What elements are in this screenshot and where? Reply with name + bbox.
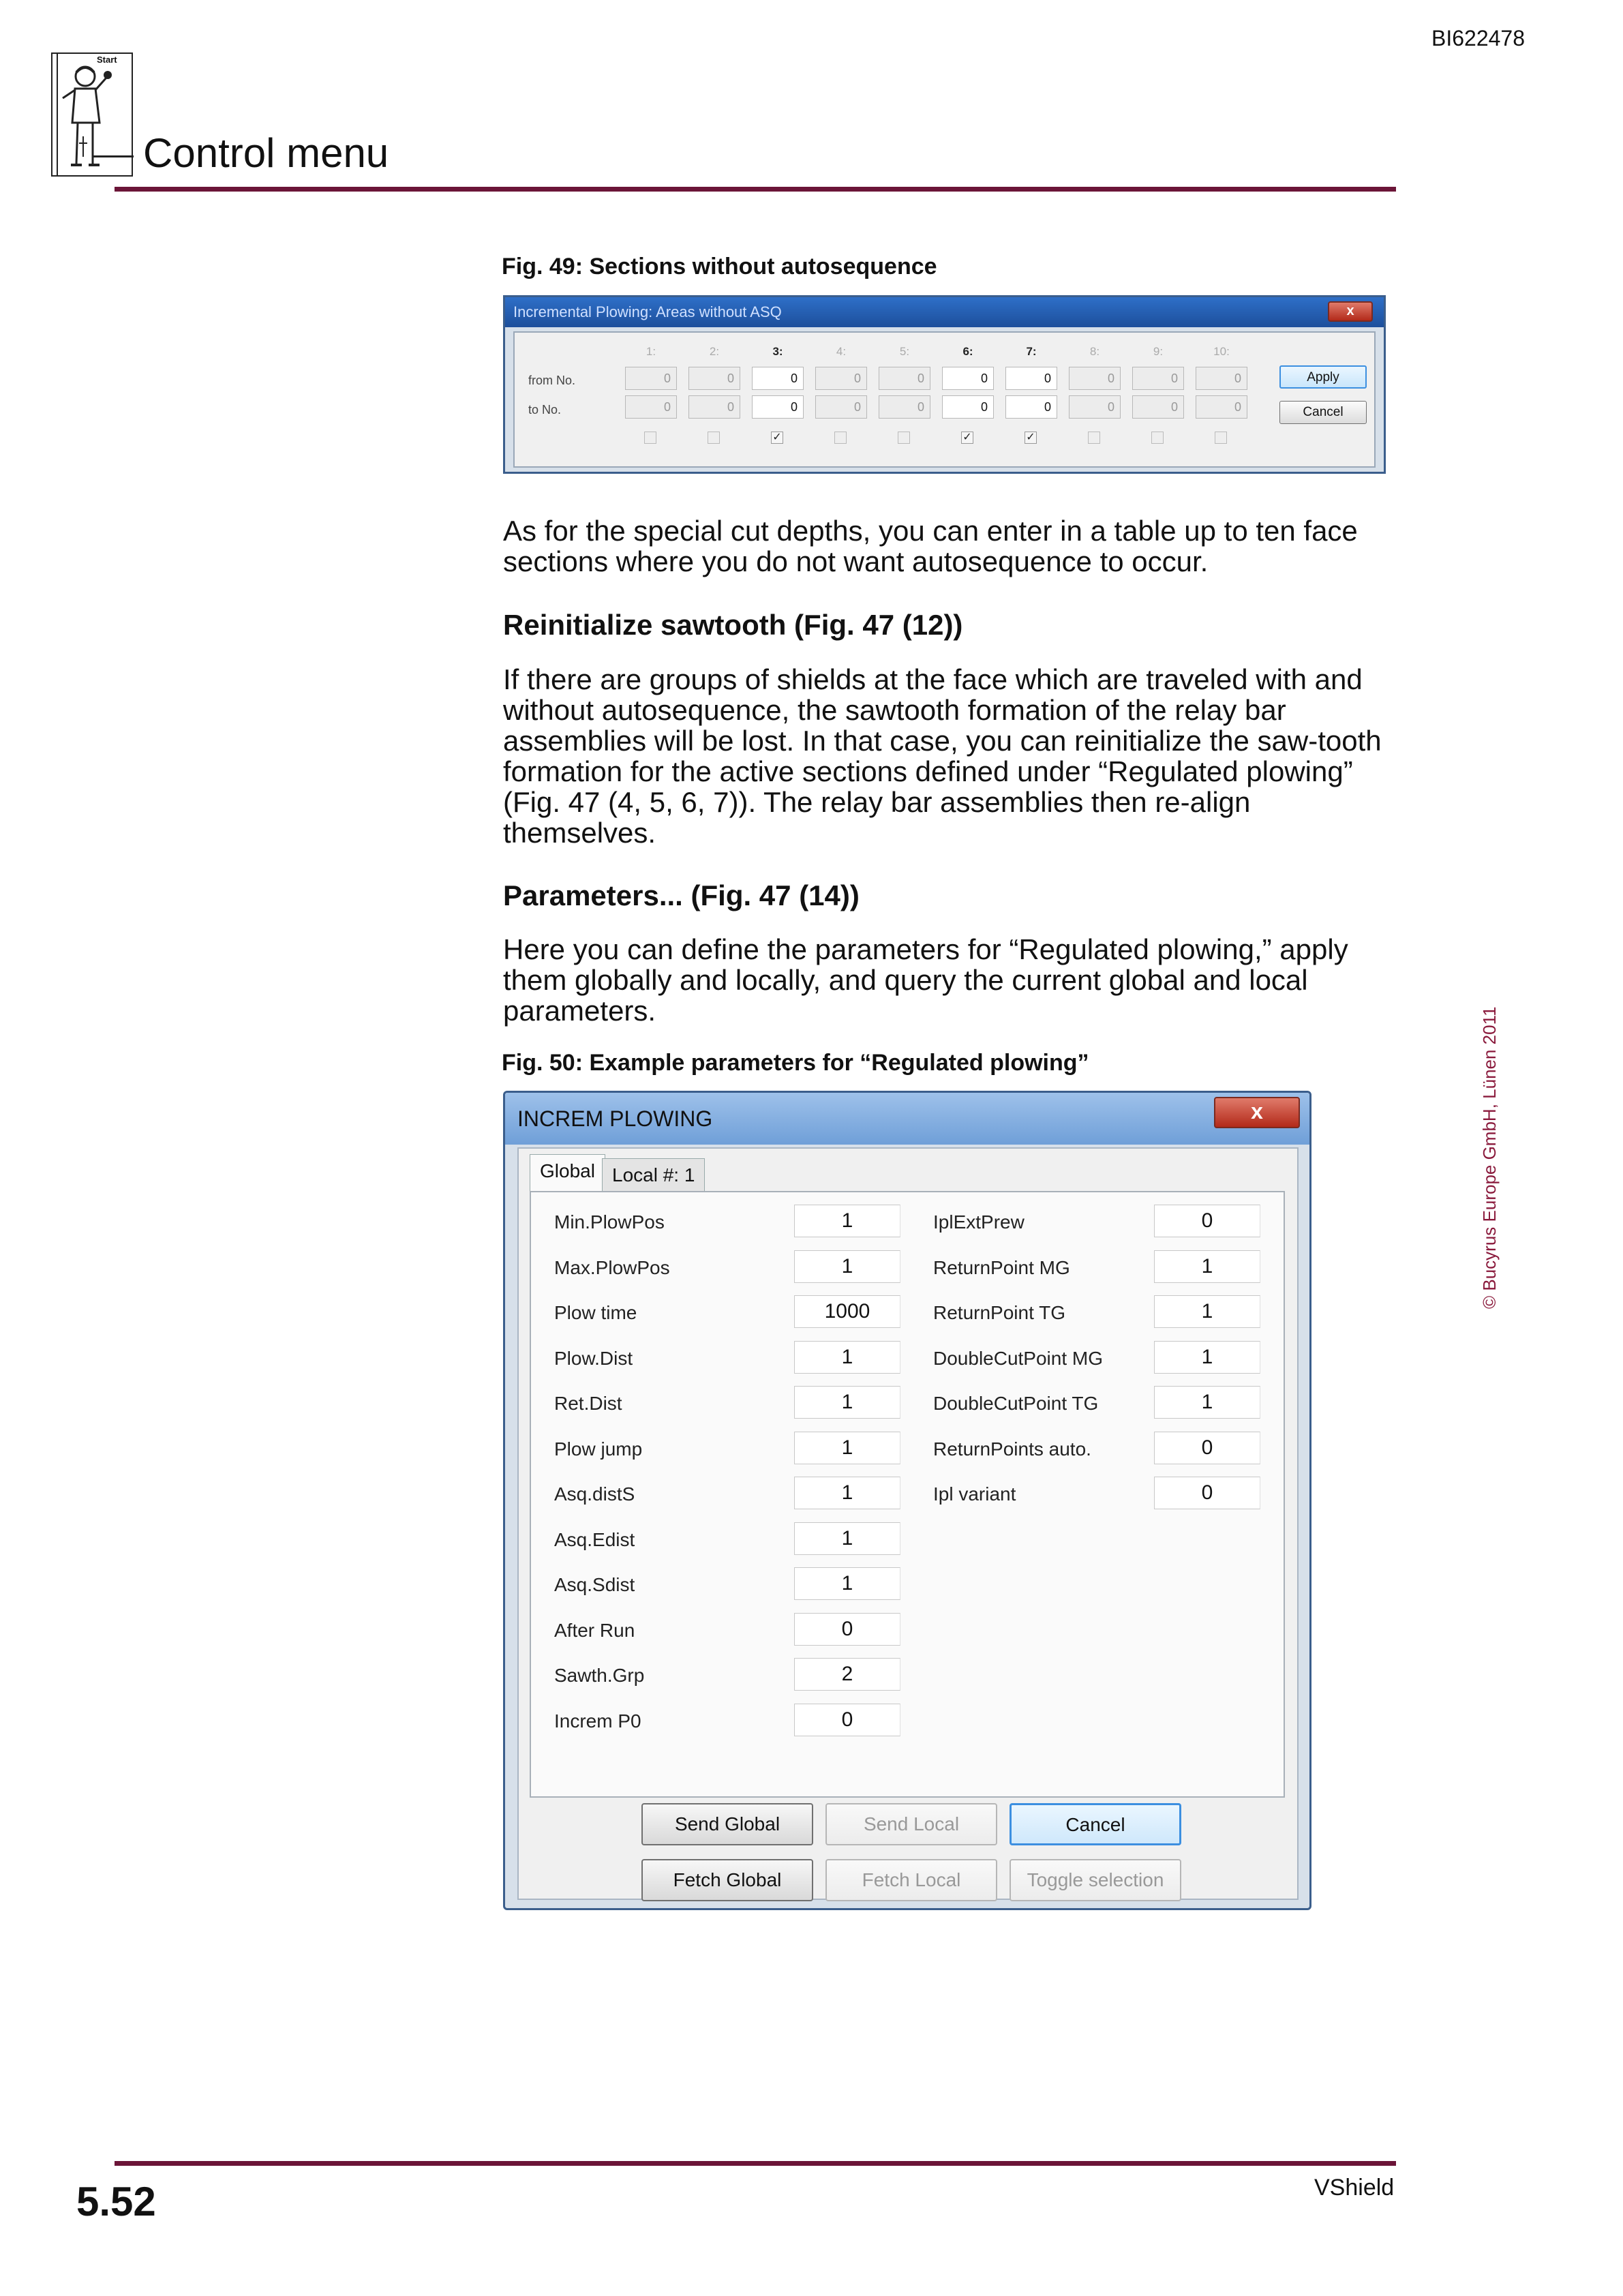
to-no-input[interactable]: 0: [1196, 395, 1247, 419]
param-value-input[interactable]: 0: [1154, 1477, 1260, 1509]
page-number: 5.52: [76, 2179, 156, 2224]
param-value-input[interactable]: 1: [794, 1386, 900, 1419]
fig50-titlebar: [505, 1093, 1309, 1145]
param-label: Min.PlowPos: [554, 1211, 665, 1233]
paragraph-parameters: Here you can define the parameters for “Regulated plowing,” apply them globally and locally, and query the current global and local parameters.: [503, 933, 1348, 1027]
param-label: Asq.distS: [554, 1483, 635, 1505]
param-label: ReturnPoint MG: [933, 1256, 1070, 1278]
section-checkbox[interactable]: ✓: [771, 432, 783, 444]
param-value-input[interactable]: 2: [794, 1658, 900, 1691]
param-value-input[interactable]: 1: [794, 1477, 900, 1509]
document-id: BI622478: [1431, 26, 1526, 50]
param-label: Asq.Edist: [554, 1528, 635, 1550]
toggle-selection-button[interactable]: Toggle selection: [1010, 1859, 1181, 1901]
param-value-input[interactable]: 1: [1154, 1250, 1260, 1283]
from-no-input[interactable]: 0: [942, 367, 994, 390]
section-checkbox[interactable]: ✓: [961, 432, 973, 444]
from-no-input[interactable]: 0: [1069, 367, 1121, 390]
fig50-dialog: [503, 1091, 1311, 1910]
param-label: Ret.Dist: [554, 1393, 622, 1414]
send-global-button[interactable]: Send Global: [641, 1803, 813, 1845]
column-header: 3:: [772, 345, 783, 358]
param-label: After Run: [554, 1619, 635, 1641]
from-no-input[interactable]: 0: [1005, 367, 1057, 390]
apply-button[interactable]: Apply: [1279, 365, 1367, 389]
section-checkbox[interactable]: [1215, 432, 1227, 444]
param-value-input[interactable]: 0: [794, 1704, 900, 1736]
section-checkbox[interactable]: [708, 432, 720, 444]
section-checkbox[interactable]: ✓: [1025, 432, 1037, 444]
fig49-title: Incremental Plowing: Areas without ASQ: [513, 303, 782, 320]
section-title: Control menu: [143, 130, 389, 176]
fig49-close-icon[interactable]: x: [1328, 301, 1373, 322]
param-value-input[interactable]: 1: [794, 1567, 900, 1600]
heading-parameters: Parameters... (Fig. 47 (14)): [503, 879, 860, 911]
from-no-input[interactable]: 0: [625, 367, 677, 390]
from-no-input[interactable]: 0: [1196, 367, 1247, 390]
paragraph-sawtooth: If there are groups of shields at the face which are traveled with and without autosequence, the sawtooth formation of the relay bar assemblies will be lost. In that case, you can reinitialize the saw-tooth formation for the active sections defined under “Regulated plowing” (Fig. 47 (4, 5, 6, 7)). The relay bar assemblies then re-align themselves.: [503, 663, 1382, 849]
fig49-caption: Fig. 49: Sections without autosequence: [502, 254, 937, 280]
param-label: Plow jump: [554, 1438, 643, 1460]
param-label: DoubleCutPoint MG: [933, 1347, 1104, 1369]
fig50-caption: Fig. 50: Example parameters for “Regulated plowing”: [502, 1050, 1089, 1076]
column-header: 6:: [962, 345, 973, 358]
header-rule: [115, 187, 1396, 192]
section-checkbox[interactable]: [1088, 432, 1100, 444]
fig49-grid: [513, 331, 1376, 468]
fig50-close-icon[interactable]: x: [1214, 1097, 1300, 1128]
column-header: 10:: [1213, 345, 1230, 358]
column-header: 9:: [1153, 345, 1164, 358]
param-value-input[interactable]: 1: [1154, 1295, 1260, 1328]
to-no-input[interactable]: 0: [688, 395, 740, 419]
to-row-label: to No.: [528, 403, 562, 417]
column-header: 1:: [646, 345, 656, 358]
param-value-input[interactable]: 0: [794, 1613, 900, 1646]
to-no-input[interactable]: 0: [625, 395, 677, 419]
section-checkbox[interactable]: [1151, 432, 1164, 444]
param-value-input[interactable]: 1: [1154, 1386, 1260, 1419]
section-checkbox[interactable]: [834, 432, 847, 444]
param-label: Max.PlowPos: [554, 1256, 670, 1278]
parameters-pane: [530, 1191, 1285, 1798]
fetch-local-button[interactable]: Fetch Local: [825, 1859, 997, 1901]
to-no-input[interactable]: 0: [752, 395, 804, 419]
cancel-button[interactable]: Cancel: [1010, 1803, 1181, 1845]
column-header: 2:: [709, 345, 720, 358]
param-value-input[interactable]: 0: [1154, 1432, 1260, 1464]
to-no-input[interactable]: 0: [1005, 395, 1057, 419]
fig50-client: [517, 1147, 1299, 1900]
tab-local[interactable]: Local #: 1: [602, 1158, 705, 1192]
param-value-input[interactable]: 1: [794, 1522, 900, 1555]
section-checkbox[interactable]: [898, 432, 910, 444]
param-value-input[interactable]: 1: [794, 1341, 900, 1374]
send-local-button[interactable]: Send Local: [825, 1803, 997, 1845]
from-row-label: from No.: [528, 374, 576, 387]
param-value-input[interactable]: 1: [1154, 1341, 1260, 1374]
param-value-input[interactable]: 1: [794, 1250, 900, 1283]
from-no-input[interactable]: 0: [815, 367, 867, 390]
to-no-input[interactable]: 0: [1132, 395, 1184, 419]
cancel-button[interactable]: Cancel: [1279, 401, 1367, 424]
footer-rule: [115, 2161, 1396, 2166]
param-label: Plow time: [554, 1302, 637, 1323]
to-no-input[interactable]: 0: [942, 395, 994, 419]
fig49-titlebar: [505, 297, 1384, 327]
copyright-note: © Bucyrus Europe GmbH, Lünen 2011: [1479, 1006, 1500, 1309]
fig49-dialog: [503, 295, 1386, 474]
param-value-input[interactable]: 0: [1154, 1205, 1260, 1237]
paragraph-asq-table: As for the special cut depths, you can enter in a table up to ten face sections where you do not want autosequence to occur.: [503, 515, 1358, 577]
tab-global[interactable]: Global: [530, 1154, 605, 1192]
param-value-input[interactable]: 1: [794, 1205, 900, 1237]
from-no-input[interactable]: 0: [1132, 367, 1184, 390]
param-value-input[interactable]: 1000: [794, 1295, 900, 1328]
column-header: 8:: [1089, 345, 1100, 358]
param-label: Sawth.Grp: [554, 1665, 645, 1686]
fetch-global-button[interactable]: Fetch Global: [641, 1859, 813, 1901]
param-label: ReturnPoints auto.: [933, 1438, 1091, 1460]
from-no-input[interactable]: 0: [752, 367, 804, 390]
product-name: VShield: [1314, 2175, 1395, 2201]
column-header: 7:: [1026, 345, 1037, 358]
param-label: Plow.Dist: [554, 1347, 633, 1369]
section-checkbox[interactable]: [644, 432, 656, 444]
to-no-input[interactable]: 0: [879, 395, 930, 419]
param-value-input[interactable]: 1: [794, 1432, 900, 1464]
param-label: IplExtPrew: [933, 1211, 1025, 1233]
to-no-input[interactable]: 0: [815, 395, 867, 419]
param-label: Increm P0: [554, 1710, 641, 1732]
param-label: DoubleCutPoint TG: [933, 1393, 1099, 1414]
from-no-input[interactable]: 0: [688, 367, 740, 390]
heading-reinitialize-sawtooth: Reinitialize sawtooth (Fig. 47 (12)): [503, 609, 963, 641]
fig50-title: INCREM PLOWING: [517, 1106, 713, 1131]
from-no-input[interactable]: 0: [879, 367, 930, 390]
param-label: Ipl variant: [933, 1483, 1016, 1505]
logo-start-text: Start: [97, 55, 117, 65]
start-figure-logo: [48, 48, 136, 184]
logo-dash: [93, 155, 134, 157]
param-label: ReturnPoint TG: [933, 1302, 1066, 1323]
column-header: 4:: [836, 345, 847, 358]
column-header: 5:: [899, 345, 910, 358]
to-no-input[interactable]: 0: [1069, 395, 1121, 419]
param-label: Asq.Sdist: [554, 1574, 635, 1595]
